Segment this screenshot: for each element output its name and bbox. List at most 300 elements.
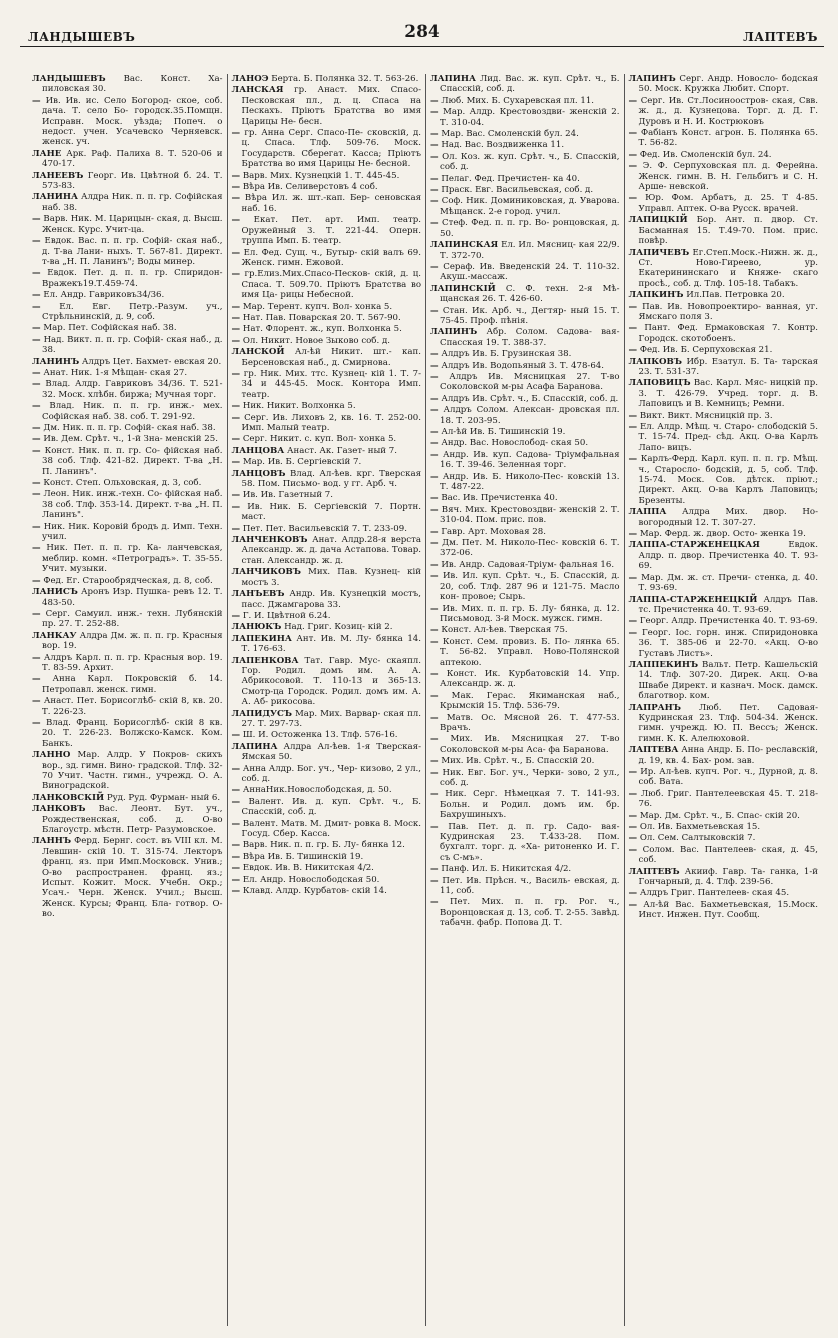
entry-surname: ЛАППА-СТАРЖЕНЕЦКАЯ <box>628 540 760 551</box>
entry-surname: ЛАНИСЪ <box>32 587 78 598</box>
entry-details: Ол. Никит. Новое Зыково соб. д. <box>242 335 390 346</box>
entry-surname: — <box>231 763 241 774</box>
directory-entry <box>232 324 422 334</box>
directory-entry <box>232 634 422 655</box>
entry-surname: — <box>430 864 439 875</box>
entry-details: Сераф. Ив. Введенскій 24. Т. 110-32. Акуш.-массаж. <box>440 261 620 283</box>
entry-surname: — <box>430 821 439 832</box>
entry-details: Вас. Леонт. Бут. уч., Рождественская, соб. д. О-во Благоустр. мѣстн. Петр- Разумовское. <box>42 804 223 836</box>
entry-surname: — <box>628 616 638 627</box>
entry-details: Алдръ Ив. Водопьяный 3. Т. 478-64. <box>441 360 604 371</box>
entry-surname: — <box>430 140 439 151</box>
entry-surname: — <box>231 796 241 807</box>
entry-details: Ол. Ив. Бахметьевская 15. <box>639 822 761 833</box>
entry-surname: — <box>32 543 41 554</box>
entry-details: Фед. Ив. Б. Серпуховская 21. <box>639 345 773 356</box>
entry-surname: — <box>628 810 638 821</box>
entry-surname: — <box>628 822 638 833</box>
entry-details: Стан. Ик. Арб. ч., Дегтяр- ный 15. Т. 75-45. Проф. пѣнія. <box>440 305 620 326</box>
entry-details: Ел. Андр. Гавриковъ34/36. <box>43 290 165 301</box>
entry-details: Конст. Ал-ѣев. Тверская 75. <box>441 625 568 636</box>
directory-entry <box>232 742 422 763</box>
entry-surname: — <box>231 312 241 323</box>
entry-details: Ант. Ив. М. Лу- бянка 14. Т. 176-63. <box>241 633 422 655</box>
directory-entry <box>629 454 819 506</box>
entry-details: Мар. Вас. Смоленскій бул. 24. <box>441 129 579 140</box>
entry-details: Алдръ Григ. Пантелеев- ская 45. <box>639 888 790 899</box>
directory-entry <box>232 852 422 862</box>
page-header <box>20 18 824 47</box>
entry-details: Люб. Мих. Б. Сухаревская пл. 11. <box>441 95 595 106</box>
entry-surname: — <box>32 214 41 225</box>
entry-details: Матв. Ос. Мясной 26. Т. 477-53. Врачъ. <box>440 712 620 733</box>
directory-entry <box>32 236 223 267</box>
directory-entry <box>232 785 422 795</box>
entry-surname: — <box>430 559 439 570</box>
entry-surname: — <box>32 95 41 106</box>
directory-entry <box>430 240 620 261</box>
entry-surname: ЛАПКОВЪ <box>628 356 683 367</box>
entry-details: Алдра Ал-ѣев. 1-я Тверская-Ямская 50. <box>241 741 421 763</box>
entry-details: Серг. Ив. Лиховъ 2, кв. 16. Т. 252-00. Имп. Малый театр. <box>241 412 421 433</box>
directory-entry <box>232 611 422 621</box>
entry-surname: ЛАПИЦКІЙ <box>628 215 688 226</box>
entry-details: Ив. Ив. ис. Село Богород- ское, соб. дача. Т. село Бо- городск.35.Помщн. Исправн. Моск. уѣзда; Попеч. о недост. учен. Усачевско Черняевск. женск. уч. <box>42 95 223 148</box>
entry-details: Мих. Пав. Кузнец- кій мостъ 3. <box>241 567 421 588</box>
entry-details: Влад. Алдр. Гавриковъ 34/36. Т. 521-32. Моск. хлѣбн. биржа; Мучная торг. <box>42 379 223 400</box>
directory-entry <box>32 434 223 444</box>
directory-entry <box>430 152 620 173</box>
directory-entry <box>629 900 819 921</box>
directory-entry <box>232 74 422 84</box>
entry-details: Анаст. Пет. Борисоглѣб- скій 8, кв. 20. Т. 226-23. <box>42 696 223 717</box>
entry-details: Дм. Ник. п. п. гр. Софій- ская наб. 38. <box>43 423 216 433</box>
entry-details: Мар. Терент. купч. Вол- хонка 5. <box>242 301 393 312</box>
directory-entry <box>430 262 620 283</box>
directory-entry <box>232 656 422 708</box>
entry-surname: — <box>32 236 41 247</box>
directory-entry <box>32 368 223 378</box>
entry-surname: — <box>430 107 439 118</box>
directory-entry <box>430 185 620 195</box>
directory-entry <box>629 193 819 214</box>
entry-surname: ЛАНЧИКОВЪ <box>231 567 301 578</box>
entry-details: Карлъ-Ферд. Карл. куп. п. п. гр. Мѣщ. ч., Старосло- бодскій, д. 5, соб. Тлф. 15-74. Моск. Сов. дѣтск. пріют.; Директ. Акц. О-ва Карлъ Лаповицъ; Брезенты. <box>638 454 818 506</box>
directory-entry <box>32 268 223 289</box>
directory-entry <box>32 653 223 674</box>
entry-details: Евдок. Алдр. п. двор. Пречистенка 40. Т. 93-69. <box>638 540 818 572</box>
entry-surname: — <box>32 323 41 334</box>
entry-surname: ЛАПТЕВА <box>628 745 679 756</box>
entry-details: Ил.Пав. Петровка 20. <box>686 290 785 301</box>
entry-surname: — <box>231 128 241 139</box>
directory-entry <box>232 85 422 127</box>
entry-surname: ЛАНИНЪ <box>32 356 80 367</box>
directory-entry <box>32 302 223 323</box>
directory-entry <box>629 357 819 378</box>
entry-surname: — <box>430 625 439 636</box>
entry-surname: — <box>32 696 41 707</box>
entry-details: Конст. Ик. Курбатовскій 14. Упр. Александр. ж. д. <box>440 668 620 690</box>
entry-surname: — <box>628 410 638 421</box>
entry-surname: — <box>231 523 241 534</box>
directory-columns <box>28 74 822 1326</box>
directory-entry <box>629 616 819 626</box>
directory-entry <box>430 822 620 864</box>
header-right-word: ЛАПТЕВЪ <box>743 30 818 44</box>
entry-details: Мих. Ив. Мясницкая 27. Т-во Соколовской м-ры Аса- фа Баранова. <box>440 734 620 755</box>
entry-surname: — <box>430 371 439 382</box>
entry-surname: ЛАНЦОВЪ <box>231 468 286 479</box>
directory-entry <box>232 457 422 467</box>
directory-entry <box>232 446 422 456</box>
entry-surname: — <box>231 457 241 468</box>
entry-details: Андр. Ив. Б. Николо-Пес- ковскій 13. Т. 487-22. <box>440 471 620 493</box>
directory-entry <box>32 696 223 717</box>
directory-entry <box>232 171 422 181</box>
entry-surname: — <box>430 95 439 106</box>
entry-surname: ЛАПИНЪ <box>430 327 478 338</box>
entry-surname: — <box>32 334 41 345</box>
entry-surname: ЛАНКОВСКІЙ <box>32 792 105 803</box>
entry-details: Викт. Викт. Мясницкій пр. 3. <box>639 410 773 421</box>
entry-surname: — <box>231 193 241 204</box>
entry-details: Ол. Коз. ж. куп. Срѣт. ч., Б. Спасскій, соб. д. <box>440 151 620 173</box>
entry-surname: — <box>628 627 638 638</box>
entry-surname: — <box>231 401 241 412</box>
entry-surname: — <box>231 434 241 445</box>
entry-surname: — <box>628 95 638 106</box>
entry-surname: ЛАПИНА <box>430 74 476 84</box>
entry-details: Над. Вас. Воздвиженка 11. <box>441 140 565 151</box>
directory-entry <box>430 756 620 766</box>
entry-details: Ив. Андр. Садовая-Тріум- фальная 16. <box>441 559 615 570</box>
entry-surname: — <box>430 173 439 184</box>
entry-details: Ег.Степ.Моск.-Нижн. ж. д., Ст. Ново-Гиреево, ур. Екатерининскаго и Княже- скаго просѣ., соб. д. Тлф. 105-18. Табакъ. <box>638 247 819 289</box>
directory-entry <box>430 306 620 327</box>
entry-details: Анат. Ник. 1-я Мѣщан- ская 27. <box>43 367 188 378</box>
entry-details: Вѣра Ив. Селиверстовъ 4 соб. <box>242 182 378 193</box>
directory-entry <box>232 413 422 434</box>
entry-surname: — <box>430 571 439 582</box>
entry-surname: — <box>231 785 241 796</box>
entry-details: Ир. Ал-ѣев. купч. Рог. ч., Дурной, д. 8. соб. Вата. <box>638 767 819 788</box>
column-1 <box>28 74 227 1326</box>
entry-details: Анна Карл. Покровскій б. 14. Петропавл. женск. гимн. <box>42 674 223 695</box>
entry-details: Ел. Ил. Мясниц- кая 22/9. Т. 372-70. <box>440 240 620 261</box>
entry-details: Над. Григ. Козиц- кій 2. <box>284 622 393 633</box>
directory-entry <box>232 589 422 610</box>
directory-entry <box>629 96 819 127</box>
entry-details: Конст. Сем. провиз. Б. По- лянка 65. Т. 56-82. Управл. Ново-Полянской аптекою. <box>440 636 620 668</box>
directory-entry <box>629 507 819 528</box>
directory-entry <box>629 323 819 344</box>
directory-entry <box>430 450 620 471</box>
directory-entry <box>430 864 620 874</box>
entry-details: Мар. Алдр. Крестовоздви- женскій 2. Т. 310-04. <box>440 107 620 128</box>
directory-entry <box>430 405 620 426</box>
directory-entry <box>32 423 223 433</box>
entry-surname: — <box>628 301 638 312</box>
directory-entry <box>430 637 620 668</box>
directory-entry <box>32 192 223 213</box>
directory-entry <box>629 529 819 539</box>
entry-details: Лид. Вас. ж. куп. Срѣт. ч., Б. Спасскій, соб. д. <box>440 74 620 95</box>
directory-entry <box>430 129 620 139</box>
entry-surname: — <box>32 290 41 301</box>
directory-entry <box>232 490 422 500</box>
entry-details: Валент. Матв. М. Дмит- ровка 8. Моск. Госуд. Сбер. Касса. <box>241 818 421 840</box>
entry-details: Андр. Ив. Кузнецкій мостъ, пасс. Джамгарова 33. <box>241 589 421 610</box>
directory-entry <box>232 302 422 312</box>
entry-details: Вальт. Петр. Кашельскій 14. Тлф. 307-20. Дирек. Акц. О-ва Швабе Директ. и казнач. Моск. дамск. благотвор. ком. <box>638 659 819 702</box>
entry-surname: ЛАННЪ <box>32 836 72 847</box>
directory-entry <box>430 327 620 348</box>
entry-details: Конст. Ник. п. п. гр. Со- фійская наб. 38 соб. Тлф. 421-82. Директ. Т-ва „Н. П. Ланинъ". <box>42 445 223 477</box>
entry-details: Пет. Пет. Васильевскій 7. Т. 233-09. <box>242 523 407 534</box>
entry-surname: — <box>32 423 41 433</box>
entry-details: Акииф. Гавр. Та- ганка, 1-й Гончарный, д. 4. Тлф. 239-56. <box>638 866 818 888</box>
entry-details: Влад. Ал-ѣев. крг. Тверская 58. Пом. Письмо- вод. у гг. Арб. ч. <box>241 468 421 490</box>
directory-entry <box>32 214 223 235</box>
directory-entry <box>32 587 223 608</box>
directory-entry <box>232 730 422 740</box>
entry-details: Ш. И. Остоженка 13. Тлф. 576-16. <box>242 730 398 741</box>
entry-details: Алдръ Ив. Мясницкая 27. Т-во Соколовской м-ры Асафа Баранова. <box>440 371 620 393</box>
entry-details: Мар. Дм. Срѣт. ч., Б. Спас- скій 20. <box>639 810 800 821</box>
directory-entry <box>430 604 620 625</box>
directory-entry <box>232 819 422 840</box>
directory-entry <box>232 215 422 246</box>
entry-surname: — <box>430 427 439 437</box>
entry-details: гр. Анна Серг. Спасо-Пе- сковскій, д. ц. Спаса. Тлф. 509-76. Моск. Государств. Сберегат. Касса; Пріютъ Братства во имя Царицы Не- бесной. <box>241 128 421 170</box>
directory-entry <box>629 378 819 409</box>
entry-details: Анна Алдр. Бог. уч., Чер- кизово, 2 ул., соб. д. <box>241 763 421 784</box>
directory-entry <box>629 867 819 888</box>
entry-details: Ив. Мих. п. п. гр. Б. Лу- бянка, д. 12. Письмовод. 3-й Моск. мужск. гимн. <box>440 603 620 624</box>
entry-details: Нат. Флорент. ж., куп. Волхонка 5. <box>242 324 402 335</box>
directory-entry <box>430 691 620 712</box>
entry-surname: — <box>430 129 439 140</box>
entry-surname: ЛАППА-СТАРЖЕНЕЦКІЙ <box>628 594 758 605</box>
directory-entry <box>629 845 819 866</box>
entry-details: Вяч. Мих. Крестовоздви- женскій 2. Т. 310-04. Пом. прис. пов. <box>440 504 620 526</box>
entry-details: Анна Андр. Б. По- реславскій, д. 19, кв. 4. Бах- ром. зав. <box>638 745 818 766</box>
entry-surname: ЛАПРАНЪ <box>628 702 682 713</box>
entry-surname: — <box>430 151 439 162</box>
directory-entry <box>32 522 223 543</box>
entry-details: Мар. Алдр. У Покров- скихъ вор., зд. гимн. Вино- градской. Тлф. 32-70 Учит. Частн. гимн., учрежд. О. А. Виноградской. <box>42 750 223 792</box>
entry-surname: ЛАПИДУСЪ <box>231 708 293 719</box>
directory-entry <box>430 571 620 602</box>
entry-details: Андр. Вас. Новослобод- ская 50. <box>441 438 589 449</box>
entry-details: Над. Викт. п. п. гр. Софій- ская наб., д. 38. <box>42 334 223 356</box>
entry-surname: — <box>430 393 439 404</box>
directory-entry <box>32 804 223 835</box>
directory-entry <box>232 469 422 490</box>
entry-details: Пав. Ив. Новопроектиро- ванная, уг. Ямскаго поля 3. <box>638 301 818 322</box>
entry-surname: — <box>628 529 638 540</box>
entry-details: Ив. Ил. куп. Срѣт. ч., Б. Спасскій, д. 20, соб. Тлф. 287 96 и 121-75. Масло кон- провое; Сырь. <box>440 571 620 603</box>
directory-entry <box>430 361 620 371</box>
entry-surname: ЛАНИНА <box>32 192 78 203</box>
directory-entry <box>232 193 422 214</box>
entry-details: Ив. Ив. Газетный 7. <box>242 490 333 501</box>
directory-entry <box>430 560 620 570</box>
directory-entry <box>32 446 223 477</box>
entry-details: Праск. Евг. Васильевская, соб. д. <box>441 185 594 196</box>
header-left-word: ЛАНДЫШЕВЪ <box>28 30 136 44</box>
entry-surname: — <box>430 405 439 416</box>
entry-details: Ферд. Бернг. сост. въ VIII кл. М. Левшин- скій 10. Т. 315-74. Лекторъ франц. яз. при Имп.Московск. Унив.; О-во распространен. франц. яз.; Испыт. Кожит. Моск. Учебн. Окр.; Усач.- Черн. Женск. Учил.; Высш. Женск. Курсы; Франц. Бла- готвор. О-во. <box>42 836 223 920</box>
entry-details: Мак. Герас. Якиманская наб., Крымскій 15. Тлф. 536-79. <box>440 690 620 712</box>
entry-details: Клавд. Алдр. Курбатов- скій 14. <box>242 886 387 897</box>
directory-entry <box>629 822 819 832</box>
entry-surname: — <box>430 538 439 549</box>
column-4 <box>624 74 823 1326</box>
entry-surname: — <box>430 897 439 908</box>
entry-details: Ал-ѣй Вас. Бахметьевская, 15.Моск. Инст. Инжен. Пут. Сообщ. <box>638 899 819 921</box>
directory-entry <box>32 379 223 400</box>
directory-entry <box>232 886 422 896</box>
entry-details: Георг. Іос. горн. инж. Спиридоновка 36. Т. 385-06 и 22-70. «Акц. О-во Густавъ Листъ». <box>638 627 818 659</box>
directory-entry <box>629 215 819 246</box>
entry-surname: — <box>231 335 241 346</box>
entry-surname: — <box>628 422 638 432</box>
entry-surname: — <box>628 788 638 799</box>
entry-surname: ЛАНСКАЯ <box>231 85 284 96</box>
entry-details: Евдок. Ив. В. Никитская 4/2. <box>242 863 374 874</box>
directory-entry <box>430 174 620 184</box>
entry-surname: ЛАПЕНКОВА <box>231 655 299 666</box>
entry-details: Пант. Фед. Ермаковская 7. Контр. Городск. скотобоенъ. <box>638 323 818 344</box>
directory-entry <box>32 401 223 422</box>
directory-entry <box>629 833 819 843</box>
entry-surname: — <box>32 434 41 445</box>
directory-entry <box>232 567 422 588</box>
directory-entry <box>232 347 422 368</box>
entry-details: Нат. Пав. Поварская 20. Т. 567-90. <box>242 312 401 323</box>
entry-details: Ел. Фед. Сущ. ч., Бутыр- скій валъ 69. Женск. гимн. Ежовой. <box>241 247 421 268</box>
entry-details: Гавр. Арт. Моховая 28. <box>441 526 546 537</box>
entry-details: Георг. Ив. Цвѣтной б. 24. Т. 573-83. <box>42 170 223 192</box>
entry-surname: ЛАНЦОВА <box>231 445 285 456</box>
directory-entry <box>629 345 819 355</box>
directory-entry <box>430 107 620 128</box>
directory-entry <box>430 372 620 393</box>
directory-entry <box>430 789 620 820</box>
entry-surname: — <box>32 521 41 532</box>
directory-entry <box>232 875 422 885</box>
entry-surname: ЛАННО <box>32 750 71 761</box>
entry-details: С. Ф. техн. 2-я Мѣ- щанская 26. Т. 426-60. <box>440 283 620 305</box>
entry-details: Ел. Евг. Петр.-Разум. уч., Стрѣльнинскій, д. 9, соб. <box>42 301 223 322</box>
entry-details: Ел. Андр. Новослободская 50. <box>242 874 380 885</box>
entry-surname: — <box>231 412 241 423</box>
entry-surname: — <box>628 888 638 899</box>
entry-details: Алдръ Ив. Срѣт. ч., Б. Спасскій, соб. д. <box>441 393 619 404</box>
directory-entry <box>32 750 223 792</box>
entry-surname: ЛАПИЧЕВЪ <box>628 247 690 258</box>
entry-details: гр. Анаст. Мих. Спасо-Песковская пл., д. ц. Спаса на Пескахъ. Пріютъ Братства во имя Царицы Не- бесн. <box>241 85 421 127</box>
entry-details: Г. И. Цвѣтной 6.24. <box>242 610 331 621</box>
entry-surname: — <box>430 493 439 504</box>
entry-details: Пет. Ив. Прѣсн. ч., Василь- евская, д. 11, соб. <box>440 875 620 897</box>
entry-surname: — <box>430 305 439 316</box>
entry-details: Алдра Дм. ж. п. п. гр. Красныя вор. 19. <box>42 630 223 652</box>
directory-entry <box>629 150 819 160</box>
entry-details: Алдръ Цет. Бахмет- евская 20. <box>81 356 222 367</box>
entry-surname: — <box>628 161 638 172</box>
directory-entry <box>32 489 223 520</box>
directory-entry <box>430 876 620 897</box>
directory-entry <box>430 625 620 635</box>
entry-details: Ал-ѣй Никит. шт.- кап. Берсеновская наб., д. Смирнова. <box>241 347 421 368</box>
entry-surname: — <box>231 490 241 501</box>
entry-surname: — <box>430 360 439 371</box>
entry-surname: ЛАПТЕВЪ <box>628 866 680 877</box>
directory-entry <box>629 74 819 95</box>
entry-surname: — <box>430 668 439 679</box>
directory-entry <box>232 248 422 269</box>
directory-entry <box>232 269 422 300</box>
entry-details: Вѣра Ил. ж. шт.-кап. Бер- сеновская наб. 16. <box>241 193 421 214</box>
entry-surname: — <box>430 603 439 614</box>
column-2 <box>227 74 426 1326</box>
directory-entry <box>32 335 223 356</box>
directory-entry <box>629 660 819 702</box>
entry-surname: — <box>430 449 439 460</box>
entry-details: Варв. Ник. п. п. гр. Б. Лу- бянка 12. <box>242 840 405 851</box>
entry-details: Конст. Степ. Ольховская, д. 3, соб. <box>43 478 202 489</box>
directory-entry <box>430 74 620 95</box>
entry-surname: — <box>430 756 439 767</box>
entry-surname: — <box>628 767 638 777</box>
entry-details: Вас. Карл. Мяс- ницкій пр. 3. Т. 426-79. Учред. торг. д. В. Лаповицъ и В. Кемницъ; Ремни. <box>638 378 819 410</box>
directory-entry <box>232 182 422 192</box>
entry-details: Андр. Ив. куп. Садова- Тріумфальная 16. Т. 39-46. Зеленная торг. <box>440 449 620 471</box>
entry-surname: — <box>32 608 41 619</box>
entry-surname: — <box>628 345 638 356</box>
entry-surname: — <box>231 730 241 741</box>
entry-details: Георг. Алдр. Пречистенка 40. Т. 93-69. <box>639 616 818 627</box>
directory-entry <box>32 478 223 488</box>
entry-surname: — <box>231 840 241 851</box>
entry-details: Влад. Франц. Борисоглѣб- скій 8 кв. 20. Т. 226-23. Волжско-Камск. Ком. Банкъ. <box>42 717 223 749</box>
entry-surname: — <box>32 445 41 456</box>
entry-details: Ал-ѣй Ив. Б. Тишинскій 19. <box>441 427 566 437</box>
entry-details: Анат. Алдр.28-я верста Александр. ж. д. дача Астапова. Товар. стан. Александр. ж. д. <box>241 535 421 566</box>
entry-details: Стеф. Фед. п. п. гр. Во- ронцовская, д. 50. <box>440 218 620 239</box>
entry-surname: — <box>430 734 439 745</box>
entry-surname: — <box>628 323 638 334</box>
directory-entry <box>32 836 223 919</box>
entry-surname: — <box>231 368 241 379</box>
entry-details: Панф. Ил. Б. Никитская 4/2. <box>441 864 572 875</box>
directory-entry <box>629 422 819 453</box>
directory-entry <box>430 218 620 239</box>
directory-entry <box>232 840 422 850</box>
entry-details: Солом. Вас. Пантелеев- ская, д. 45, соб. <box>638 844 819 866</box>
entry-surname: ЛАПОВИЦЪ <box>628 378 691 389</box>
entry-details: гр.Елиз.Мих.Спасо-Песков- скій, д. ц. Спаса. Т. 509.70. Пріютъ Братства во имя Ца- рицы Небесной. <box>241 269 422 301</box>
entry-details: Ник. Евг. Бог. уч., Черки- зово, 2 ул., соб. д. <box>440 767 620 788</box>
entry-surname: ЛАППА <box>628 507 667 518</box>
entry-surname: ЛАПИНЪ <box>628 74 676 84</box>
entry-details: Варв. Мих. Кузнецкій 1. Т. 445-45. <box>242 170 400 181</box>
entry-surname: — <box>32 489 41 500</box>
entry-surname: ЛАПЕКИНА <box>231 633 292 644</box>
